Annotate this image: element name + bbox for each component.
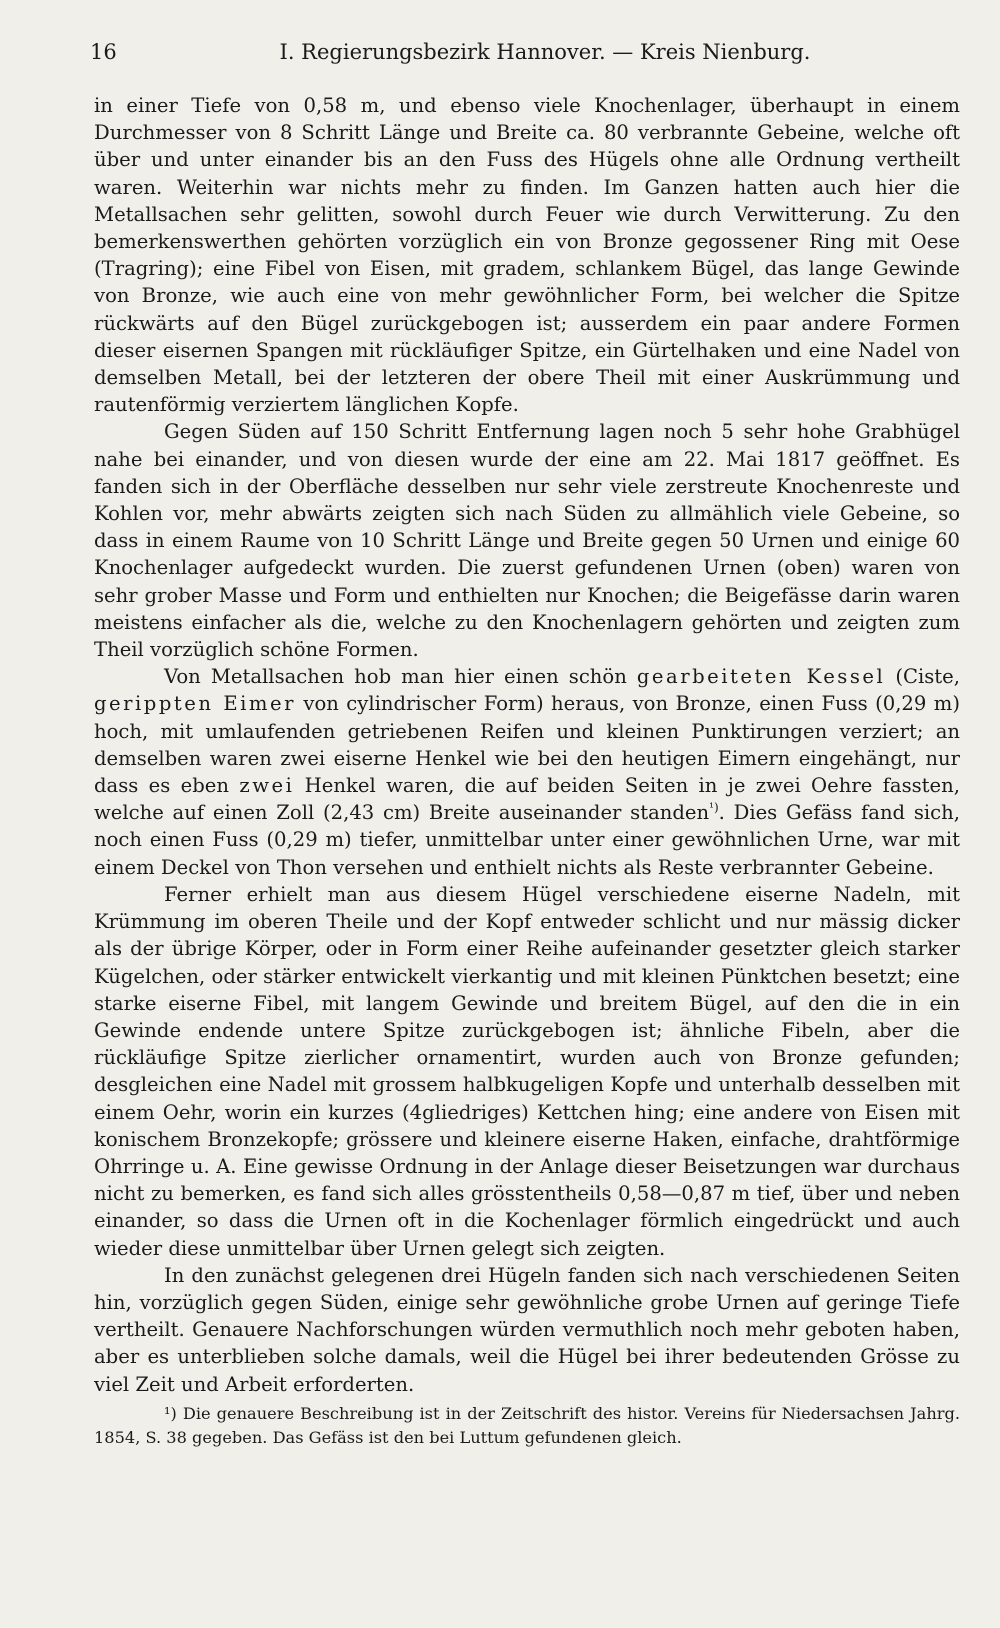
text-run: In den zunächst gelegenen drei Hügeln fanden sich nach verschiedenen Seiten hin, vorzüglich gegen Süden, einige sehr gewöhnliche grobe Urnen auf geringe Tiefe vertheilt. Genauere Nachforschungen würden vermuthlich noch mehr geboten haben, aber es unterblieben solche damals, weil die Hügel bei ihrer bedeutenden Grösse zu viel Zeit und Arbeit erforderten. <box>94 1263 960 1396</box>
footnote-text: ¹) Die genauere Beschreibung ist in der Zeitschrift des histor. Vereins für Niedersachsen Jahrg. 1854, S. 38 gegeben. Das Gefäss ist den bei Luttum gefundenen gleich. <box>94 1404 960 1447</box>
footnote-marker: ¹) <box>709 800 719 815</box>
paragraph <box>94 92 960 418</box>
text-run: Henkel waren, die auf beiden Seiten in je zwei Oehre fassten, welche auf einen Zoll (2,43 cm) Breite auseinander standen <box>94 774 961 825</box>
footnote <box>94 1402 960 1450</box>
running-head: I. Regierungsbezirk Hannover. — Kreis Nienburg. <box>279 40 811 64</box>
spaced-emphasis: zwei <box>239 774 295 798</box>
text-run: Gegen Süden auf 150 Schritt Entfernung lagen noch 5 sehr hohe Grabhügel nahe bei einander, und von diesen wurde der eine am 22. Mai 1817 geöffnet. Es fanden sich in der Oberfläche desselben nur sehr viele zerstreute Knochenreste und Kohlen vor, mehr abwärts zeigten sich nach Süden zu allmählich viele Gebeine, so dass in einem Raume von 10 Schritt Länge und Breite gegen 50 Urnen und einige 60 Knochenlager aufgedeckt wurden. Die zuerst gefundenen Urnen (oben) waren von sehr grober Masse und Form und enthielten nur Knochen; die Beigefässe darin waren meistens einfacher als die, welche zu den Knochenlagern gehörten und zeigten zum Theil vorzüglich schöne Formen. <box>94 420 960 662</box>
page-number: 16 <box>90 40 117 64</box>
text-run: von cylindrischer Form) heraus, von Bronze, einen Fuss (0,29 m) hoch, mit umlaufenden getriebenen Reifen und kleinen Punktirungen verziert; an demselben waren zwei eiserne Henkel wie bei den heutigen Eimern eingehängt, nur dass es eben <box>94 692 960 798</box>
text-run: Ferner erhielt man aus diesem Hügel verschiedene eiserne Nadeln, mit Krümmung im oberen Theile und der Kopf entweder schlicht und nur mässig dicker als der übrige Körper, oder in Form einer Reihe aufeinander gesetzter gleich starker Kügelchen, oder stärker entwickelt vierkantig und mit kleinen Pünktchen besetzt; eine starke eiserne Fibel, mit langem Gewinde und breitem Bügel, auf den die in ein Gewinde endende untere Spitze zurückgebogen ist; ähnliche Fibeln, aber die rückläufige Spitze zierlicher ornamentirt, wurden auch von Bronze gefunden; desgleichen eine Nadel mit grossem halbkugeligen Kopfe und unterhalb desselben mit einem Oehr, worin ein kurzes (4gliedriges) Kettchen hing; eine andere von Eisen mit konischem Bronzekopfe; grössere und kleinere eiserne Haken, einfache, drahtförmige Ohrringe u. A. Eine gewisse Ordnung in der Anlage dieser Beisetzungen war durchaus nicht zu bemerken, es fand sich alles grösstentheils 0,58—0,87 m tief, über und neben einander, so dass die Urnen oft in die Kochenlager förmlich eingedrückt und auch wieder diese unmittelbar über Urnen gelegt sich zeigten. <box>94 882 960 1260</box>
spaced-emphasis: gearbeiteten Kessel <box>636 665 886 689</box>
text-run: . Dies Gefäss fand sich, noch einen Fuss (0,29 m) tiefer, unmittelbar unter einer gewöhnlichen Urne, war mit einem Deckel von Thon versehen und enthielt nichts als Reste verbrannter Gebeine. <box>94 801 960 879</box>
body-text <box>94 92 960 1398</box>
text-run: (Ciste, <box>885 665 960 689</box>
text-run: in einer Tiefe von 0,58 m, und ebenso viele Knochenlager, überhaupt in einem Durchmesser von 8 Schritt Länge und Breite ca. 80 verbrannte Gebeine, welche oft über und unter einander bis an den Fuss des Hügels ohne alle Ordnung vertheilt waren. Weiterhin war nichts mehr zu finden. Im Ganzen hatten auch hier die Metallsachen sehr gelitten, sowohl durch Feuer wie durch Verwitterung. Zu den bemerkenswerthen gehörten vorzüglich ein von Bronze gegossener Ring mit Oese (Tragring); eine Fibel von Eisen, mit gradem, schlankem Bügel, das lange Gewinde von Bronze, wie auch eine von mehr gewöhnlicher Form, bei welcher die Spitze rückwärts auf den Bügel zurückgebogen ist; ausserdem ein paar andere Formen dieser eisernen Spangen mit rückläufiger Spitze, ein Gürtelhaken und eine Nadel von demselben Metall, bei der letzteren der obere Theil mit einer Auskrümmung und rautenförmig verziertem länglichen Kopfe. <box>94 94 960 417</box>
paragraph <box>94 881 960 1262</box>
paragraph <box>94 663 960 881</box>
spaced-emphasis: gerippten Eimer <box>94 692 296 716</box>
page-header <box>90 40 960 70</box>
paragraph <box>94 418 960 663</box>
text-run: Von Metallsachen hob man hier einen schön <box>164 665 637 689</box>
paragraph <box>94 1262 960 1398</box>
